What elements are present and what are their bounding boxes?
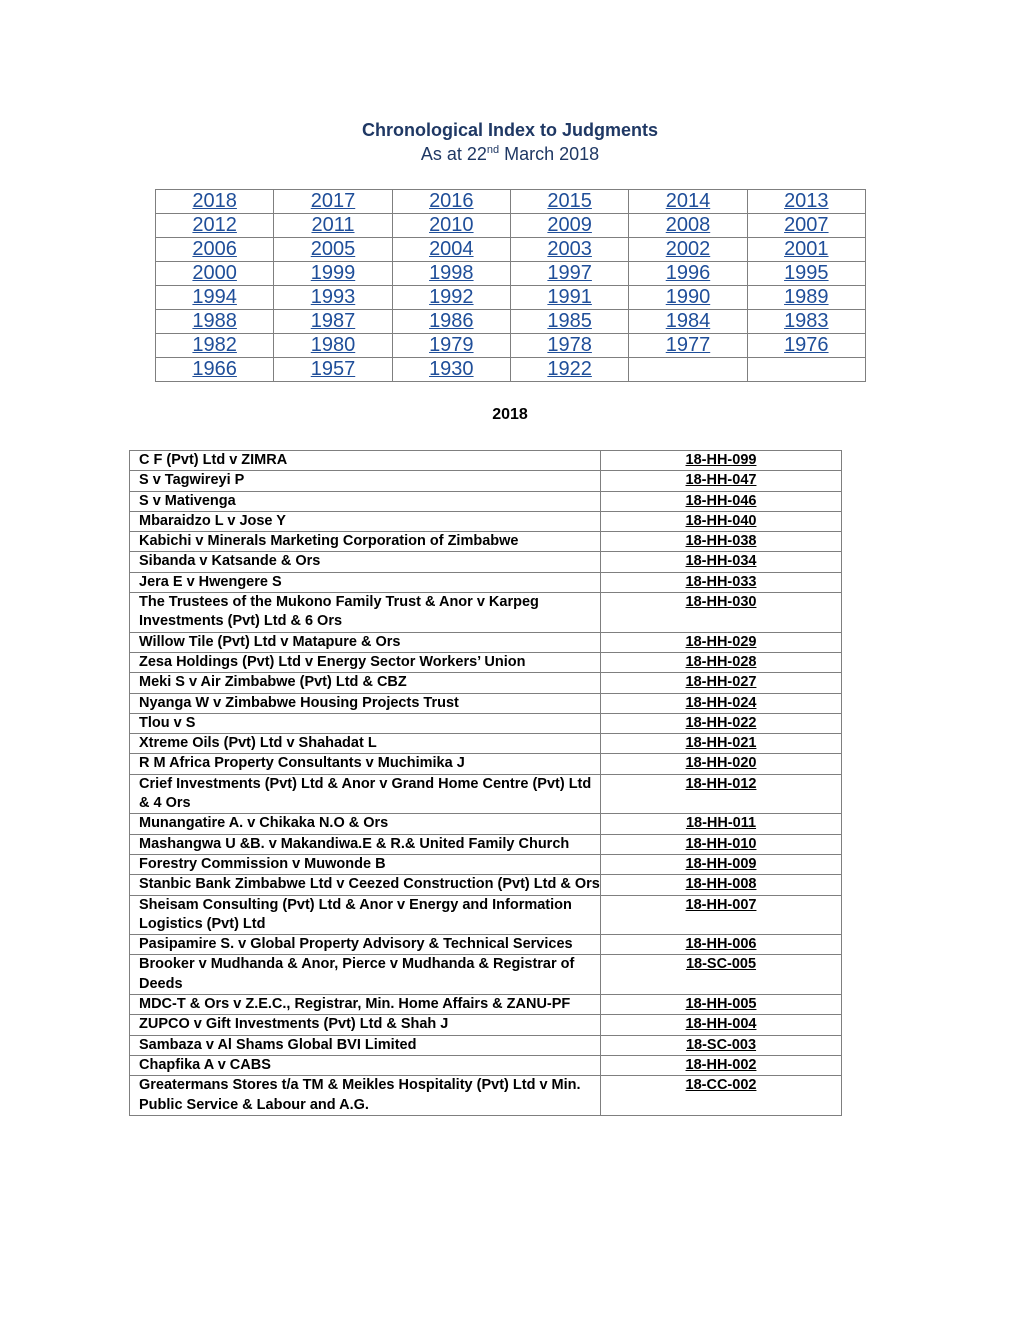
year-link[interactable]: 1998 xyxy=(429,262,474,284)
case-citation-cell xyxy=(601,995,842,1015)
case-citation-cell xyxy=(601,754,842,774)
page-title: Chronological Index to Judgments xyxy=(361,120,658,140)
year-link[interactable]: 1987 xyxy=(310,310,356,332)
case-citation-link[interactable]: 18-HH-034 xyxy=(685,553,757,570)
year-link[interactable]: 1982 xyxy=(192,334,237,356)
year-index-cell xyxy=(747,286,865,310)
year-index-cell xyxy=(392,286,510,310)
year-index-row xyxy=(156,334,866,358)
case-name: ZUPCO v Gift Investments (Pvt) Ltd & Shah J xyxy=(130,1015,601,1035)
year-index-cell xyxy=(510,358,628,382)
year-link[interactable]: 2017 xyxy=(310,190,356,212)
case-citation-link[interactable]: 18-HH-027 xyxy=(685,674,757,691)
case-name: Zesa Holdings (Pvt) Ltd v Energy Sector Workers’ Union xyxy=(130,652,601,672)
year-index-cell xyxy=(274,286,392,310)
year-link[interactable]: 2003 xyxy=(547,238,592,260)
case-citation-link[interactable]: 18-HH-008 xyxy=(685,876,757,893)
year-link[interactable]: 2002 xyxy=(665,238,711,260)
year-index-cell xyxy=(392,262,510,286)
year-link[interactable]: 1978 xyxy=(547,334,592,356)
case-citation-link[interactable]: 18-HH-030 xyxy=(685,594,757,611)
year-index-cell xyxy=(392,334,510,358)
case-citation-cell xyxy=(601,834,842,854)
subtitle-date-suffix: March 2018 xyxy=(499,144,600,164)
year-index-cell xyxy=(510,310,628,334)
case-citation-link[interactable]: 18-HH-022 xyxy=(685,714,757,731)
year-index-cell xyxy=(274,238,392,262)
year-link[interactable]: 2001 xyxy=(784,238,829,260)
year-index-cell xyxy=(510,334,628,358)
year-link[interactable]: 2018 xyxy=(192,190,237,212)
year-link[interactable]: 1990 xyxy=(665,286,711,308)
year-index-cell xyxy=(629,286,747,310)
year-link[interactable]: 2010 xyxy=(429,214,474,236)
case-citation-link[interactable]: 18-SC-003 xyxy=(685,1036,757,1053)
case-citation-link[interactable]: 18-HH-006 xyxy=(685,936,757,953)
case-name: Mashangwa U &B. v Makandiwa.E & R.& United Family Church xyxy=(130,834,601,854)
table-row xyxy=(130,814,842,834)
case-name: Chapfika A v CABS xyxy=(130,1055,601,1075)
year-link[interactable]: 1989 xyxy=(784,286,829,308)
case-name: Willow Tile (Pvt) Ltd v Matapure & Ors xyxy=(130,632,601,652)
year-index-cell xyxy=(274,310,392,334)
year-link[interactable]: 1979 xyxy=(429,334,474,356)
table-row xyxy=(130,471,842,491)
year-link[interactable]: 2015 xyxy=(547,190,592,212)
table-row xyxy=(130,935,842,955)
case-citation-link[interactable]: 18-HH-028 xyxy=(685,653,757,670)
case-citation-link[interactable]: 18-HH-012 xyxy=(685,775,757,792)
case-name: Nyanga W v Zimbabwe Housing Projects Trust xyxy=(130,693,601,713)
year-index-cell xyxy=(156,190,274,214)
year-link[interactable]: 2007 xyxy=(784,214,829,236)
year-link[interactable]: 1984 xyxy=(665,310,711,332)
case-citation-link[interactable]: 18-HH-038 xyxy=(685,533,757,550)
year-link[interactable]: 1986 xyxy=(429,310,474,332)
year-index-cell xyxy=(747,310,865,334)
case-name: Jera E v Hwengere S xyxy=(130,572,601,592)
table-row xyxy=(130,451,842,471)
year-index-row xyxy=(156,190,866,214)
section-heading-year: 2018 xyxy=(492,406,528,423)
case-name: S v Mativenga xyxy=(130,491,601,511)
year-link[interactable]: 1980 xyxy=(310,334,356,356)
table-row xyxy=(130,995,842,1015)
case-citation-link[interactable]: 18-HH-004 xyxy=(685,1016,757,1033)
case-name: Sibanda v Katsande & Ors xyxy=(130,552,601,572)
case-citation-cell xyxy=(601,1015,842,1035)
case-citation-link[interactable]: 18-HH-020 xyxy=(685,755,757,772)
year-index-cell xyxy=(747,334,865,358)
year-link[interactable]: 2004 xyxy=(429,238,474,260)
case-citation-cell xyxy=(601,1035,842,1055)
case-citation-link[interactable]: 18-HH-011 xyxy=(685,815,757,832)
case-citation-link[interactable]: 18-HH-009 xyxy=(685,855,757,872)
year-index-cell xyxy=(629,262,747,286)
year-link[interactable]: 2005 xyxy=(310,238,356,260)
case-name: Pasipamire S. v Global Property Advisory & Technical Services xyxy=(130,935,601,955)
case-citation-cell xyxy=(601,693,842,713)
table-row xyxy=(130,532,842,552)
case-name: Kabichi v Minerals Marketing Corporation of Zimbabwe xyxy=(130,532,601,552)
case-name: MDC-T & Ors v Z.E.C., Registrar, Min. Home Affairs & ZANU-PF xyxy=(130,995,601,1015)
year-link[interactable]: 2006 xyxy=(192,238,237,260)
year-index-cell xyxy=(629,334,747,358)
year-index-cell xyxy=(274,358,392,382)
year-index-cell xyxy=(156,214,274,238)
year-index-cell xyxy=(510,238,628,262)
year-link[interactable]: 1995 xyxy=(784,262,829,284)
year-index-cell xyxy=(629,214,747,238)
table-row xyxy=(130,854,842,874)
page-subtitle xyxy=(0,144,1020,165)
year-link[interactable]: 1991 xyxy=(547,286,592,308)
case-citation-link[interactable]: 18-HH-040 xyxy=(685,512,757,529)
table-row xyxy=(130,593,842,633)
table-row xyxy=(130,511,842,531)
case-name: Sambaza v Al Shams Global BVI Limited xyxy=(130,1035,601,1055)
year-index-cell xyxy=(629,190,747,214)
year-index-cell xyxy=(274,190,392,214)
year-link[interactable]: 2009 xyxy=(547,214,592,236)
year-link[interactable]: 2014 xyxy=(665,190,711,212)
table-row xyxy=(130,754,842,774)
case-name: Forestry Commission v Muwonde B xyxy=(130,854,601,874)
year-index-cell xyxy=(747,262,865,286)
case-citation-cell xyxy=(601,632,842,652)
judgments-table xyxy=(129,450,842,1116)
subtitle-date-prefix: As at 22 xyxy=(420,144,487,164)
case-citation-cell xyxy=(601,552,842,572)
table-row xyxy=(130,552,842,572)
case-name: Brooker v Mudhanda & Anor, Pierce v Mudhanda & Registrar of Deeds xyxy=(130,955,601,995)
case-citation-link[interactable]: 18-HH-033 xyxy=(685,573,757,590)
year-link[interactable]: 2008 xyxy=(665,214,711,236)
year-index-cell xyxy=(392,190,510,214)
case-name: Munangatire A. v Chikaka N.O & Ors xyxy=(130,814,601,834)
year-index-table xyxy=(155,189,866,382)
case-citation-link[interactable]: 18-SC-005 xyxy=(685,956,757,973)
year-index-cell xyxy=(747,214,865,238)
table-row xyxy=(130,693,842,713)
year-link[interactable]: 1993 xyxy=(310,286,356,308)
case-citation-cell xyxy=(601,854,842,874)
year-link[interactable]: 1957 xyxy=(310,358,356,380)
year-link[interactable]: 1985 xyxy=(547,310,592,332)
case-citation-cell xyxy=(601,572,842,592)
table-row xyxy=(130,1015,842,1035)
case-citation-cell xyxy=(601,491,842,511)
table-row xyxy=(130,1076,842,1116)
year-index-row xyxy=(156,238,866,262)
case-citation-cell xyxy=(601,774,842,814)
year-link[interactable]: 1977 xyxy=(665,334,711,356)
case-citation-cell xyxy=(601,593,842,633)
case-name: S v Tagwireyi P xyxy=(130,471,601,491)
case-citation-link[interactable]: 18-HH-024 xyxy=(685,694,757,711)
year-index-cell xyxy=(392,358,510,382)
year-index-row xyxy=(156,214,866,238)
year-link[interactable]: 2013 xyxy=(784,190,829,212)
case-citation-link[interactable]: 18-HH-002 xyxy=(685,1056,757,1073)
table-row xyxy=(130,1055,842,1075)
year-index-cell xyxy=(510,286,628,310)
year-link[interactable]: 1997 xyxy=(547,262,592,284)
year-link[interactable]: 1988 xyxy=(192,310,237,332)
case-citation-link[interactable]: 18-HH-099 xyxy=(685,452,757,468)
case-name: Tlou v S xyxy=(130,713,601,733)
case-citation-cell xyxy=(601,652,842,672)
year-link[interactable]: 1992 xyxy=(429,286,474,308)
case-name: Meki S v Air Zimbabwe (Pvt) Ltd & CBZ xyxy=(130,673,601,693)
year-index-row xyxy=(156,286,866,310)
year-index-row xyxy=(156,358,866,382)
year-index-cell xyxy=(156,262,274,286)
case-name: Xtreme Oils (Pvt) Ltd v Shahadat L xyxy=(130,734,601,754)
year-index-cell xyxy=(392,214,510,238)
case-name: R M Africa Property Consultants v Muchimika J xyxy=(130,754,601,774)
year-link[interactable]: 1994 xyxy=(192,286,237,308)
year-link[interactable]: 1930 xyxy=(429,358,474,380)
year-index-row xyxy=(156,310,866,334)
year-index-cell xyxy=(392,310,510,334)
table-row xyxy=(130,834,842,854)
year-index-cell xyxy=(629,358,747,382)
case-citation-cell xyxy=(601,955,842,995)
year-index-cell xyxy=(747,358,865,382)
year-index-cell xyxy=(156,358,274,382)
year-link[interactable]: 1922 xyxy=(547,358,592,380)
year-index-cell xyxy=(510,262,628,286)
year-link[interactable]: 2012 xyxy=(192,214,237,236)
year-index-cell xyxy=(274,214,392,238)
year-index-cell xyxy=(510,190,628,214)
year-link[interactable]: 1966 xyxy=(192,358,237,380)
case-name: Crief Investments (Pvt) Ltd & Anor v Grand Home Centre (Pvt) Ltd & 4 Ors xyxy=(130,774,601,814)
year-index-cell xyxy=(510,214,628,238)
year-index-row xyxy=(156,262,866,286)
case-citation-cell xyxy=(601,471,842,491)
case-citation-link[interactable]: 18-HH-005 xyxy=(685,996,757,1013)
year-index-cell xyxy=(156,310,274,334)
year-link[interactable]: 1976 xyxy=(784,334,829,356)
case-citation-link[interactable]: 18-HH-029 xyxy=(685,633,757,650)
year-index-cell xyxy=(274,334,392,358)
year-link[interactable]: 1996 xyxy=(665,262,711,284)
case-name: The Trustees of the Mukono Family Trust & Anor v Karpeg Investments (Pvt) Ltd & 6 Ors xyxy=(130,593,601,633)
case-citation-cell xyxy=(601,1076,842,1116)
case-citation-link[interactable]: 18-HH-010 xyxy=(685,835,757,852)
case-citation-cell xyxy=(601,734,842,754)
year-link[interactable]: 1999 xyxy=(310,262,356,284)
case-citation-link[interactable]: 18-HH-007 xyxy=(685,896,757,913)
year-index-cell xyxy=(392,238,510,262)
case-citation-cell xyxy=(601,713,842,733)
table-row xyxy=(130,652,842,672)
case-citation-cell xyxy=(601,814,842,834)
case-name: Stanbic Bank Zimbabwe Ltd v Ceezed Construction (Pvt) Ltd & Ors xyxy=(130,875,601,895)
table-row xyxy=(130,572,842,592)
table-row xyxy=(130,734,842,754)
case-citation-cell xyxy=(601,532,842,552)
table-row xyxy=(130,632,842,652)
case-name: C F (Pvt) Ltd v ZIMRA xyxy=(130,451,601,471)
subtitle-date-ordinal: nd xyxy=(486,144,500,156)
case-name: Mbaraidzo L v Jose Y xyxy=(130,511,601,531)
case-citation-cell xyxy=(601,1055,842,1075)
case-name: Sheisam Consulting (Pvt) Ltd & Anor v Energy and Information Logistics (Pvt) Ltd xyxy=(130,895,601,935)
case-citation-link[interactable]: 18-HH-046 xyxy=(685,492,757,509)
year-link[interactable]: 2016 xyxy=(429,190,474,212)
case-name: Greatermans Stores t/a TM & Meikles Hospitality (Pvt) Ltd v Min. Public Service & Labour and A.G. xyxy=(130,1076,601,1116)
table-row xyxy=(130,774,842,814)
case-citation-link[interactable]: 18-HH-047 xyxy=(685,472,757,489)
case-citation-cell xyxy=(601,895,842,935)
case-citation-cell xyxy=(601,875,842,895)
table-row xyxy=(130,955,842,995)
year-link[interactable]: 2011 xyxy=(311,214,355,236)
year-index-cell xyxy=(629,310,747,334)
year-index-cell xyxy=(156,286,274,310)
year-index-cell xyxy=(747,190,865,214)
case-citation-cell xyxy=(601,673,842,693)
year-link[interactable]: 1983 xyxy=(784,310,829,332)
table-row xyxy=(130,895,842,935)
year-index-cell xyxy=(156,334,274,358)
year-index-cell xyxy=(156,238,274,262)
case-citation-cell xyxy=(601,935,842,955)
case-citation-cell xyxy=(601,511,842,531)
table-row xyxy=(130,673,842,693)
table-row xyxy=(130,875,842,895)
year-index-cell xyxy=(274,262,392,286)
case-citation-link[interactable]: 18-HH-021 xyxy=(685,735,757,752)
table-row xyxy=(130,713,842,733)
case-citation-link[interactable]: 18-CC-002 xyxy=(685,1077,757,1094)
year-index-cell xyxy=(629,238,747,262)
table-row xyxy=(130,1035,842,1055)
case-citation-cell xyxy=(601,451,842,471)
year-link[interactable]: 2000 xyxy=(192,262,237,284)
table-row xyxy=(130,491,842,511)
year-index-cell xyxy=(747,238,865,262)
